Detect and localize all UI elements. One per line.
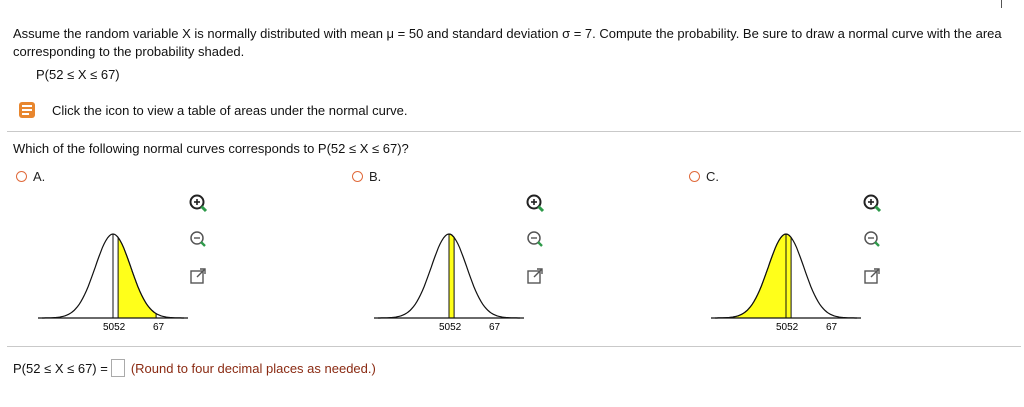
probability-expression: P(52 ≤ X ≤ 67)	[36, 67, 120, 82]
zoom-in-icon[interactable]	[523, 192, 547, 216]
option-a-label: A.	[33, 169, 46, 184]
radio-a[interactable]	[16, 171, 27, 182]
zoom-controls-b	[523, 192, 549, 300]
zoom-in-icon[interactable]	[860, 192, 884, 216]
hint-text: Click the icon to view a table of areas under the normal curve.	[52, 102, 408, 118]
open-window-icon[interactable]	[186, 264, 210, 288]
zoom-in-icon[interactable]	[186, 192, 210, 216]
shaded-area	[449, 234, 454, 318]
tick-label-5052: 5052	[103, 322, 126, 333]
question-text: Assume the random variable X is normally distributed with mean μ = 50 and standard deviation σ = 7. Compute the probability. Be sure to draw a normal curve with the area corresponding to the probability shaded.	[13, 26, 1002, 59]
tick-label-5052: 5052	[776, 322, 799, 333]
option-c[interactable]	[689, 169, 719, 184]
shaded-area	[715, 234, 791, 318]
option-b[interactable]	[352, 169, 381, 184]
radio-b[interactable]	[352, 171, 363, 182]
tick-label-5052: 5052	[439, 322, 462, 333]
prompt-text: Which of the following normal curves corresponds to P(52 ≤ X ≤ 67)?	[13, 141, 409, 156]
table-hint[interactable]	[17, 100, 408, 120]
tick-label-67: 67	[153, 322, 165, 333]
corner-tick	[1001, 0, 1002, 8]
tick-label-67: 67	[826, 322, 838, 333]
option-c-label: C.	[706, 169, 719, 184]
zoom-controls-a	[186, 192, 212, 300]
zoom-controls-c	[860, 192, 886, 300]
divider	[7, 346, 1021, 347]
normal-curve-a	[38, 216, 188, 336]
option-a[interactable]	[16, 169, 45, 184]
book-icon[interactable]	[17, 100, 37, 120]
zoom-out-icon[interactable]	[523, 228, 547, 252]
option-b-label: B.	[369, 169, 382, 184]
rounding-note: (Round to four decimal places as needed.)	[130, 360, 376, 376]
open-window-icon[interactable]	[860, 264, 884, 288]
radio-c[interactable]	[689, 171, 700, 182]
zoom-out-icon[interactable]	[860, 228, 884, 252]
divider	[7, 131, 1021, 132]
normal-curve-b	[374, 216, 524, 336]
normal-curve-c	[711, 216, 861, 336]
answer-input[interactable]	[111, 359, 125, 377]
tick-label-67: 67	[489, 322, 501, 333]
answer-label: P(52 ≤ X ≤ 67) =	[13, 360, 108, 376]
open-window-icon[interactable]	[523, 264, 547, 288]
zoom-out-icon[interactable]	[186, 228, 210, 252]
answer-row	[13, 359, 376, 377]
